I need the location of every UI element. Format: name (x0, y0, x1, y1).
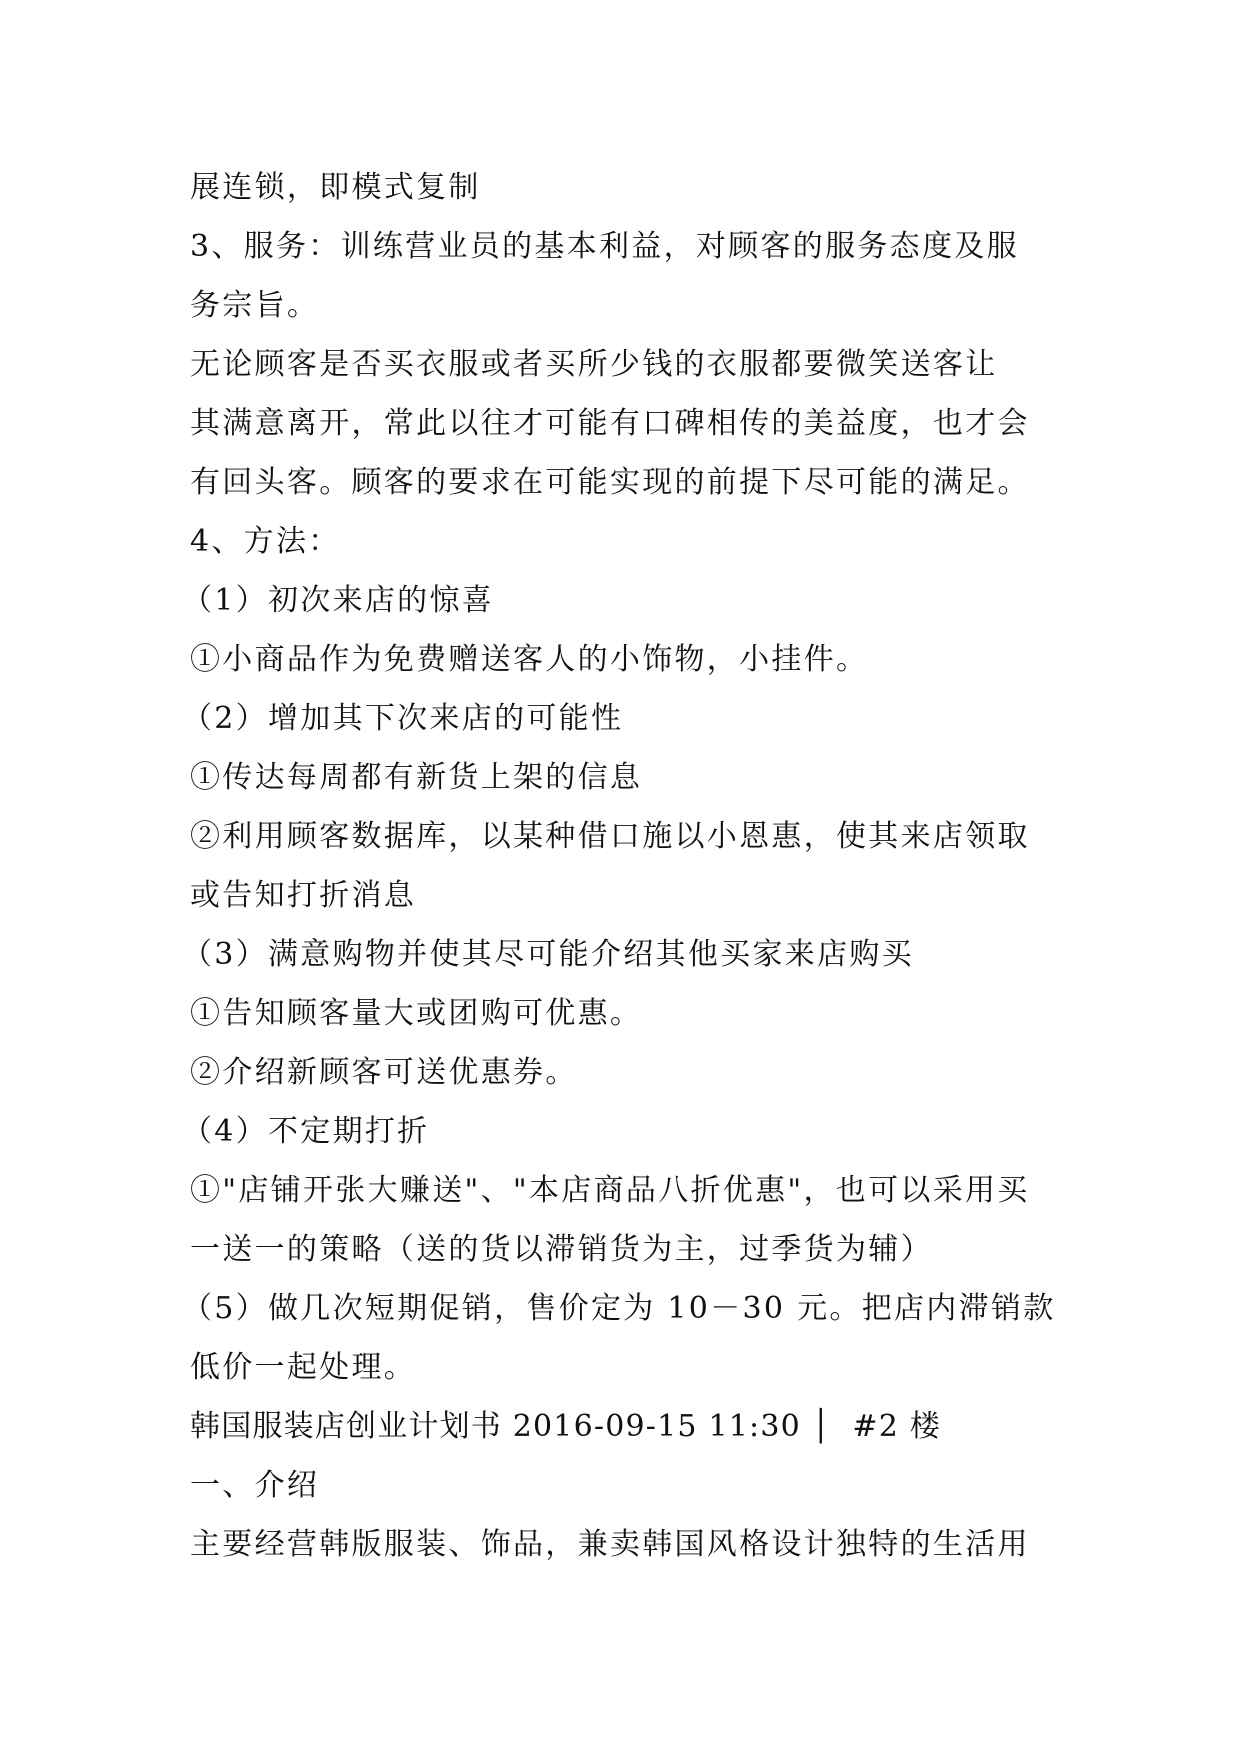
list-item: ①小商品作为免费赠送客人的小饰物，小挂件。 (190, 642, 869, 677)
list-item: ②介绍新顾客可送优惠券。 (190, 1055, 578, 1090)
paragraph-line-13: 或告知打折消息 (190, 878, 417, 913)
subsection-4-heading: （4）不定期打折 (182, 1114, 430, 1149)
list-item: ①传达每周都有新货上架的信息 (190, 760, 643, 795)
subsection-5-heading: （5）做几次短期促销，售价定为 10－30 元。把店内滞销款 (182, 1291, 1056, 1326)
paragraph-line-5: 其满意离开，常此以往才可能有口碑相传的美益度，也才会 (190, 406, 1030, 441)
post-header-line: 韩国服装店创业计划书 2016-09-15 11:30 │ #2 楼 (190, 1409, 941, 1444)
paragraph-line-19: 一送一的策略（送的货以滞销货为主，过季货为辅） (190, 1232, 933, 1267)
list-item: ①"店铺开张大赚送"、"本店商品八折优惠"，也可以采用买 (190, 1173, 1030, 1208)
paragraph-line-3: 务宗旨。 (190, 288, 320, 323)
subsection-1-heading: （1）初次来店的惊喜 (182, 583, 495, 618)
document-body (182, 158, 1070, 1574)
paragraph-line-6: 有回头客。顾客的要求在可能实现的前提下尽可能的满足。 (190, 465, 1030, 500)
section-service-heading: 3、服务：训练营业员的基本利益，对顾客的服务态度及服 (190, 229, 1019, 264)
section-intro-heading: 一、介绍 (190, 1468, 320, 1503)
paragraph-line-4: 无论顾客是否买衣服或者买所少钱的衣服都要微笑送客让 (190, 347, 998, 382)
list-item: ②利用顾客数据库，以某种借口施以小恩惠，使其来店领取 (190, 819, 1030, 854)
list-item: ①告知顾客量大或团购可优惠。 (190, 996, 643, 1031)
subsection-3-heading: （3）满意购物并使其尽可能介绍其他买家来店购买 (182, 937, 914, 972)
paragraph-line-21: 低价一起处理。 (190, 1350, 417, 1385)
subsection-2-heading: （2）增加其下次来店的可能性 (182, 701, 624, 736)
paragraph-line-1: 展连锁，即模式复制 (190, 170, 481, 205)
section-method-heading: 4、方法： (190, 524, 341, 559)
paragraph-line-24: 主要经营韩版服装、饰品，兼卖韩国风格设计独特的生活用 (190, 1527, 1030, 1562)
